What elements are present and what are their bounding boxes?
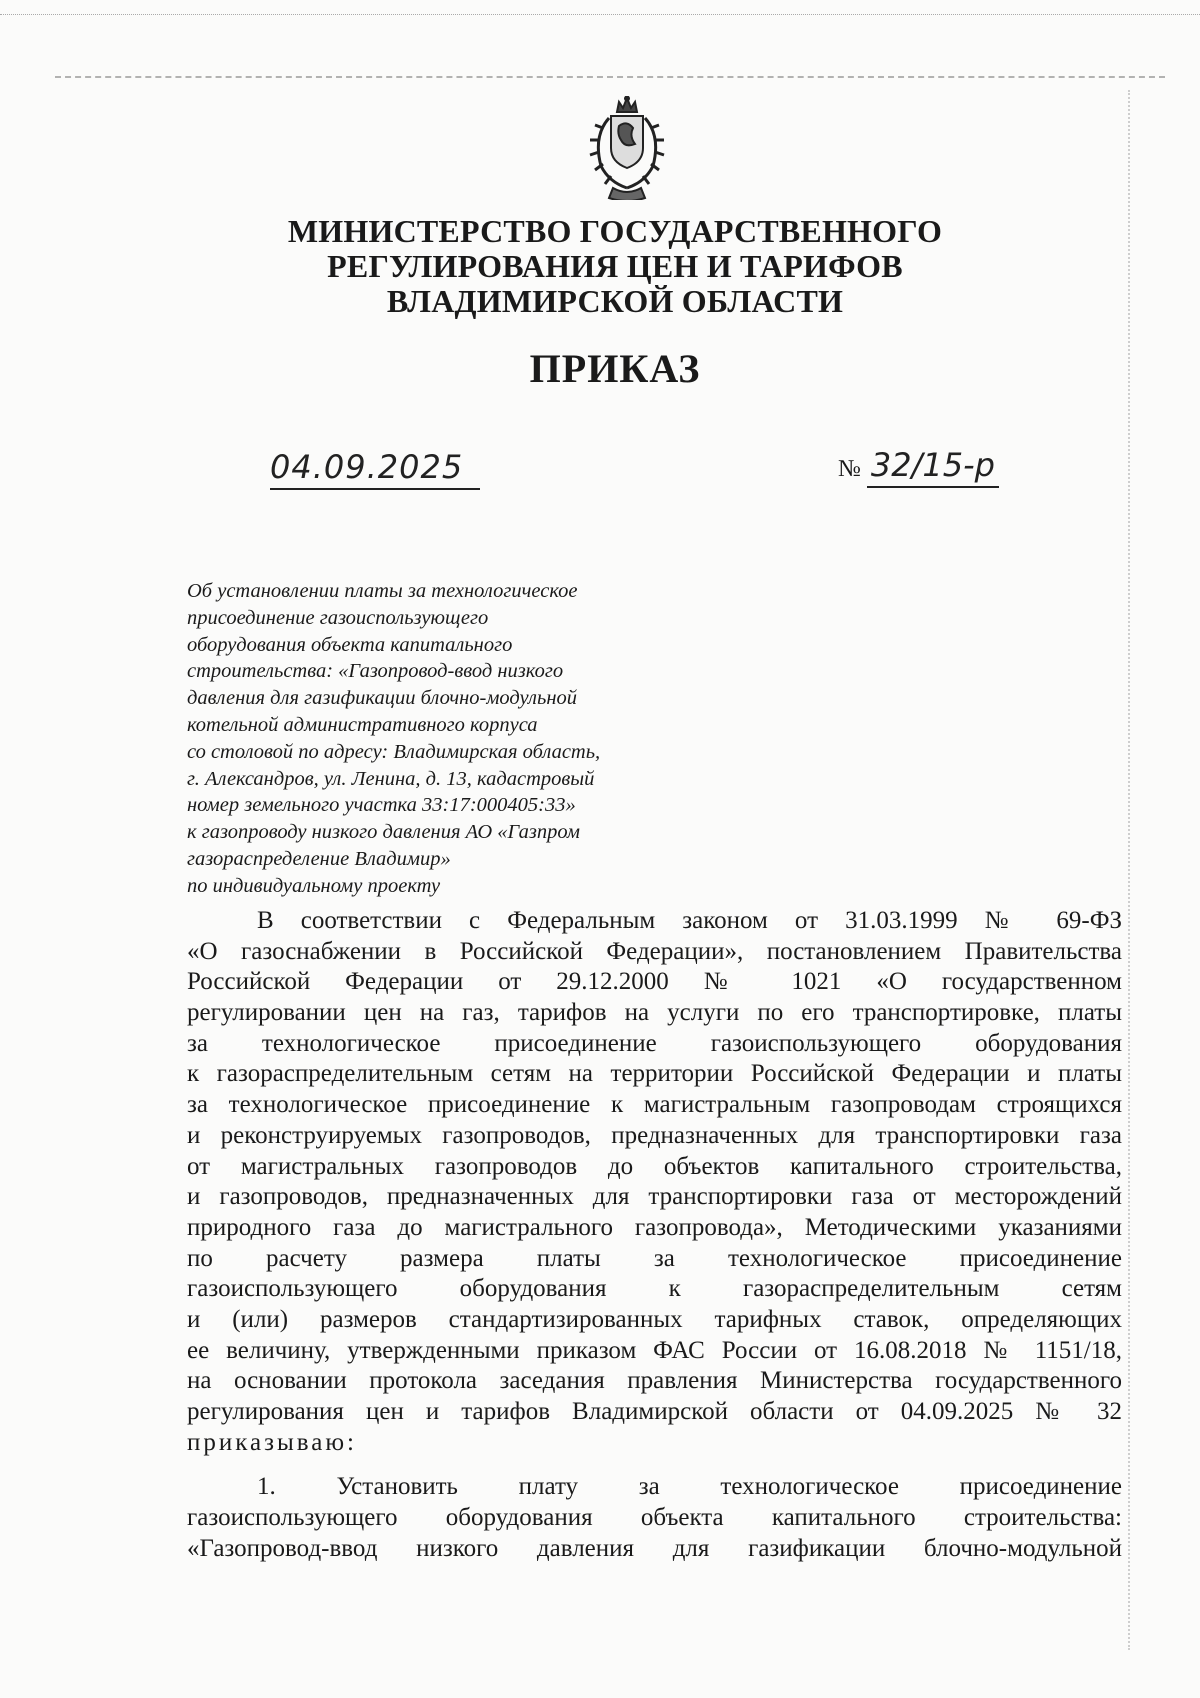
subject-line: давления для газификации блочно-модульной: [187, 687, 577, 710]
body-line: от магистральных газопроводов до объектов капитального строительства,: [187, 1152, 1122, 1180]
order-body: [187, 906, 1122, 1564]
order-number: [838, 446, 999, 484]
body-line: по расчету размера платы за технологическое присоединение: [187, 1244, 1122, 1272]
order-subject: [187, 578, 667, 900]
body-line: газоиспользующего оборудования к газораспределительным сетям: [187, 1275, 1122, 1303]
subject-line: котельной административного корпуса: [187, 713, 538, 736]
subject-line: присоединение газоиспользующего: [187, 606, 489, 629]
ministry-line: МИНИСТЕРСТВО ГОСУДАРСТВЕННОГО: [287, 213, 943, 249]
subject-line: номер земельного участка 33:17:000405:33»: [187, 794, 576, 817]
scan-line: [55, 76, 1165, 78]
order-verb: приказываю:: [187, 1428, 357, 1456]
subject-line: Об установлении платы за технологическое: [187, 580, 578, 602]
item-line: 1. Установить плату за технологическое присоединение: [257, 1473, 1122, 1501]
body-line: и реконструируемых газопроводов, предназначенных для транспортировки газа: [187, 1121, 1122, 1149]
body-line: к газораспределительным сетям на территории Российской Федерации и платы: [187, 1060, 1122, 1088]
body-line: регулировании цен на газ, тарифов на услуги по его транспортировке, платы: [187, 999, 1122, 1027]
subject-line: строительства: «Газопровод-ввод низкого: [187, 660, 564, 683]
ministry-line: РЕГУЛИРОВАНИЯ ЦЕН И ТАРИФОВ: [327, 248, 903, 284]
number-value: 32/15-р: [867, 446, 999, 488]
ministry-line: ВЛАДИМИРСКОЙ ОБЛАСТИ: [386, 283, 844, 319]
document-type: ПРИКАЗ: [529, 346, 701, 391]
body-line: регулирования цен и тарифов Владимирской области от 04.09.2025 № 32: [187, 1398, 1122, 1425]
subject-line: оборудования объекта капитального: [187, 633, 513, 656]
body-line: и (или) размеров стандартизированных тарифных ставок, определяющих: [187, 1305, 1122, 1333]
body-line: и газопроводов, предназначенных для транспортировки газа от месторождений: [187, 1183, 1122, 1211]
item-line: «Газопровод-ввод низкого давления для газификации блочно-модульной: [187, 1534, 1122, 1562]
subject-line: со столовой по адресу: Владимирская область,: [187, 740, 601, 763]
ministry-name: [200, 214, 1030, 319]
body-line: за технологическое присоединение газоиспользующего оборудования: [187, 1029, 1122, 1057]
subject-line: г. Александров, ул. Ленина, д. 13, кадастровый: [187, 767, 595, 790]
body-line: «О газоснабжении в Российской Федерации», постановлением Правительства: [187, 937, 1122, 965]
subject-line: по индивидуальному проекту: [187, 874, 441, 897]
body-line: на основании протокола заседания правления Министерства государственного: [187, 1367, 1122, 1395]
item-line: газоиспользующего оборудования объекта капитального строительства:: [187, 1504, 1122, 1532]
order-date: 04.09.2025: [270, 448, 480, 490]
number-label: №: [838, 456, 861, 482]
coat-of-arms-icon: [583, 96, 671, 200]
body-line: за технологическое присоединение к магистральным газопроводам строящихся: [187, 1091, 1122, 1119]
scan-edge: [0, 14, 1200, 15]
subject-line: к газопроводу низкого давления АО «Газпром: [187, 821, 580, 844]
subject-line: газораспределение Владимир»: [187, 847, 451, 870]
scan-margin-marks: [1122, 90, 1130, 1650]
body-line: природного газа до магистрального газопровода», Методическими указаниями: [187, 1213, 1122, 1241]
body-line: ее величину, утвержденными приказом ФАС России от 16.08.2018 № 1151/18,: [187, 1336, 1122, 1364]
body-line: Российской Федерации от 29.12.2000 № 1021 «О государственном: [187, 968, 1122, 996]
body-line: В соответствии с Федеральным законом от 31.03.1999 № 69-ФЗ: [257, 907, 1122, 934]
